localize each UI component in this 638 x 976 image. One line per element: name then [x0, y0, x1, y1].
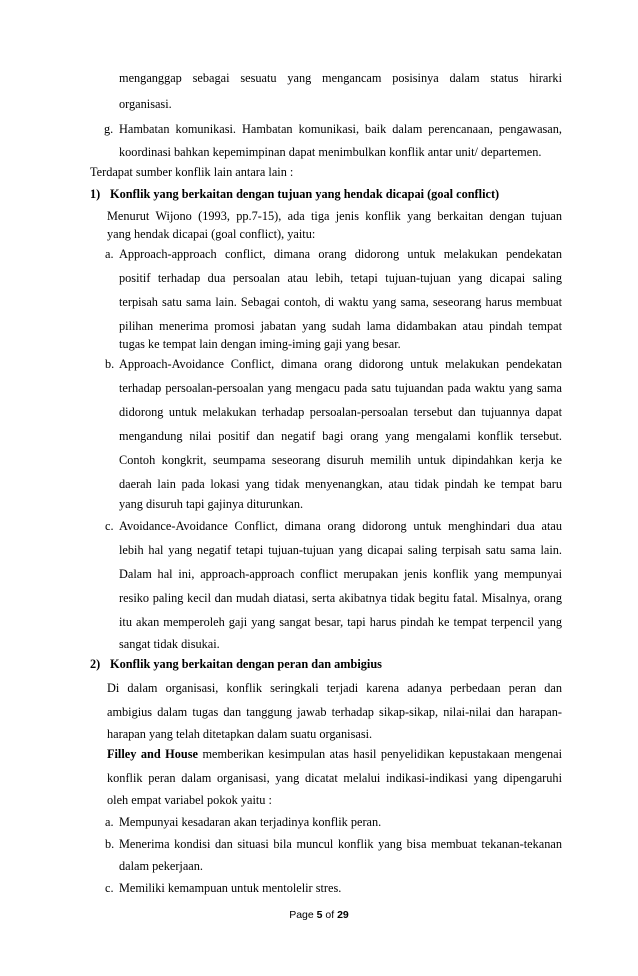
- list-marker: b.: [105, 837, 115, 851]
- text-line: Mempunyai kesadaran akan terjadinya konflik peran.: [119, 815, 382, 829]
- section-number: 1): [90, 187, 101, 201]
- text-line: terpisah satu sama lain. Sebagai contoh, di waktu yang sama, seseorang harus membuat: [119, 295, 562, 309]
- section-heading: Konflik yang berkaitan dengan tujuan yang hendak dicapai (goal conflict): [110, 187, 500, 201]
- text-line: Approach-Avoidance Conflict, dimana orang didorong untuk melakukan pendekatan: [119, 357, 562, 371]
- page-footer: [0, 909, 638, 921]
- list-marker: a.: [105, 247, 114, 261]
- text-line: Contoh kongkrit, seumpama seseorang disuruh memilih untuk dipindahkan kerja ke: [119, 453, 562, 467]
- text-line: Di dalam organisasi, konflik seringkali terjadi karena adanya perbedaan peran dan: [107, 681, 562, 695]
- text-line: harapan yang telah ditetapkan dalam suatu organisasi.: [107, 727, 373, 741]
- text-line: Dalam hal ini, approach-approach conflict merupakan jenis konflik yang mempunyai: [119, 567, 562, 581]
- text-line: tugas ke tempat lain dengan iming-iming gaji yang besar.: [119, 337, 401, 351]
- text-line: resiko paling kecil dan mudah diatasi, serta akibatnya tidak begitu fatal. Misalnya, orang: [119, 591, 562, 605]
- list-marker: c.: [105, 519, 114, 533]
- text-line: konflik peran dalam organisasi, yang dicatat melalui indikasi-indikasi yang dipengaruhi: [107, 771, 562, 785]
- text-line: yang disuruh tapi gajinya diturunkan.: [119, 497, 304, 511]
- text-line: sangat tidak disukai.: [119, 637, 220, 651]
- footer-prefix: Page: [289, 909, 317, 921]
- text-line: Hambatan komunikasi. Hambatan komunikasi, baik dalam perencanaan, pengawasan,: [119, 122, 562, 136]
- text-line: itu akan memperoleh gaji yang sangat besar, tapi harus pindah ke tempat terpencil yang: [119, 615, 562, 629]
- total-page-count: 29: [337, 909, 349, 921]
- text-line: yang hendak dicapai (goal conflict), yaitu:: [107, 227, 316, 241]
- text-line: didorong untuk melakukan terhadap persoalan-persoalan tersebut dan tujuannya dapat: [119, 405, 562, 419]
- text-line: Avoidance-Avoidance Conflict, dimana orang didorong untuk menghindari dua atau: [119, 519, 562, 533]
- text-line: mengandung nilai positif dan negatif bagi orang yang mengalami konflik tersebut.: [119, 429, 562, 443]
- text-line: dalam pekerjaan.: [119, 859, 203, 873]
- text-line: organisasi.: [119, 97, 172, 111]
- text-line: Approach-approach conflict, dimana orang didorong untuk melakukan pendekatan: [119, 247, 562, 261]
- text-line: daerah lain pada lokasi yang tidak menyenangkan, atau tidak pindah ke tempat baru: [119, 477, 562, 491]
- list-marker: a.: [105, 815, 114, 829]
- text-line: menganggap sebagai sesuatu yang mengancam posisinya dalam status hirarki: [119, 71, 562, 85]
- text-line: ambigius dalam tugas dan tanggung jawab terhadap sikap-sikap, nilai-nilai dan harapan-: [107, 705, 562, 719]
- text-line: lebih hal yang negatif tetapi tujuan-tujuan yang dicapai saling terpisah satu sama lain.: [119, 543, 562, 557]
- footer-of: of: [322, 909, 338, 921]
- section-heading: Konflik yang berkaitan dengan peran dan ambigius: [110, 657, 382, 671]
- text-line: positif terhadap dua persoalan atau lebih, tetapi tujuan-tujuan yang dicapai saling: [119, 271, 562, 285]
- list-marker: b.: [105, 357, 115, 371]
- list-marker: g.: [104, 122, 114, 136]
- text-line: [107, 746, 562, 762]
- text-line: terhadap persoalan-persoalan yang mengacu pada satu tujuandan pada waktu yang sama: [119, 381, 562, 395]
- author-name: Filley and House: [107, 747, 198, 761]
- section-number: 2): [90, 657, 101, 671]
- text-line: Menurut Wijono (1993, pp.7-15), ada tiga jenis konflik yang berkaitan dengan tujuan: [107, 209, 562, 223]
- text-line: koordinasi bahkan kepemimpinan dapat menimbulkan konflik antar unit/ departemen.: [119, 145, 542, 159]
- text-span: memberikan kesimpulan atas hasil penyelidikan kepustakaan mengenai: [197, 747, 563, 761]
- text-line: Menerima kondisi dan situasi bila muncul konflik yang bisa membuat tekanan-tekanan: [119, 837, 562, 851]
- text-line: Memiliki kemampuan untuk mentolelir stres.: [119, 881, 342, 895]
- text-line: Terdapat sumber konflik lain antara lain :: [90, 165, 294, 179]
- list-marker: c.: [105, 881, 114, 895]
- current-page-number: 5: [316, 909, 323, 921]
- text-line: pilihan menerima promosi jabatan yang sudah lama didambakan atau pindah tempat: [119, 319, 562, 333]
- text-line: oleh empat variabel pokok yaitu :: [107, 793, 272, 807]
